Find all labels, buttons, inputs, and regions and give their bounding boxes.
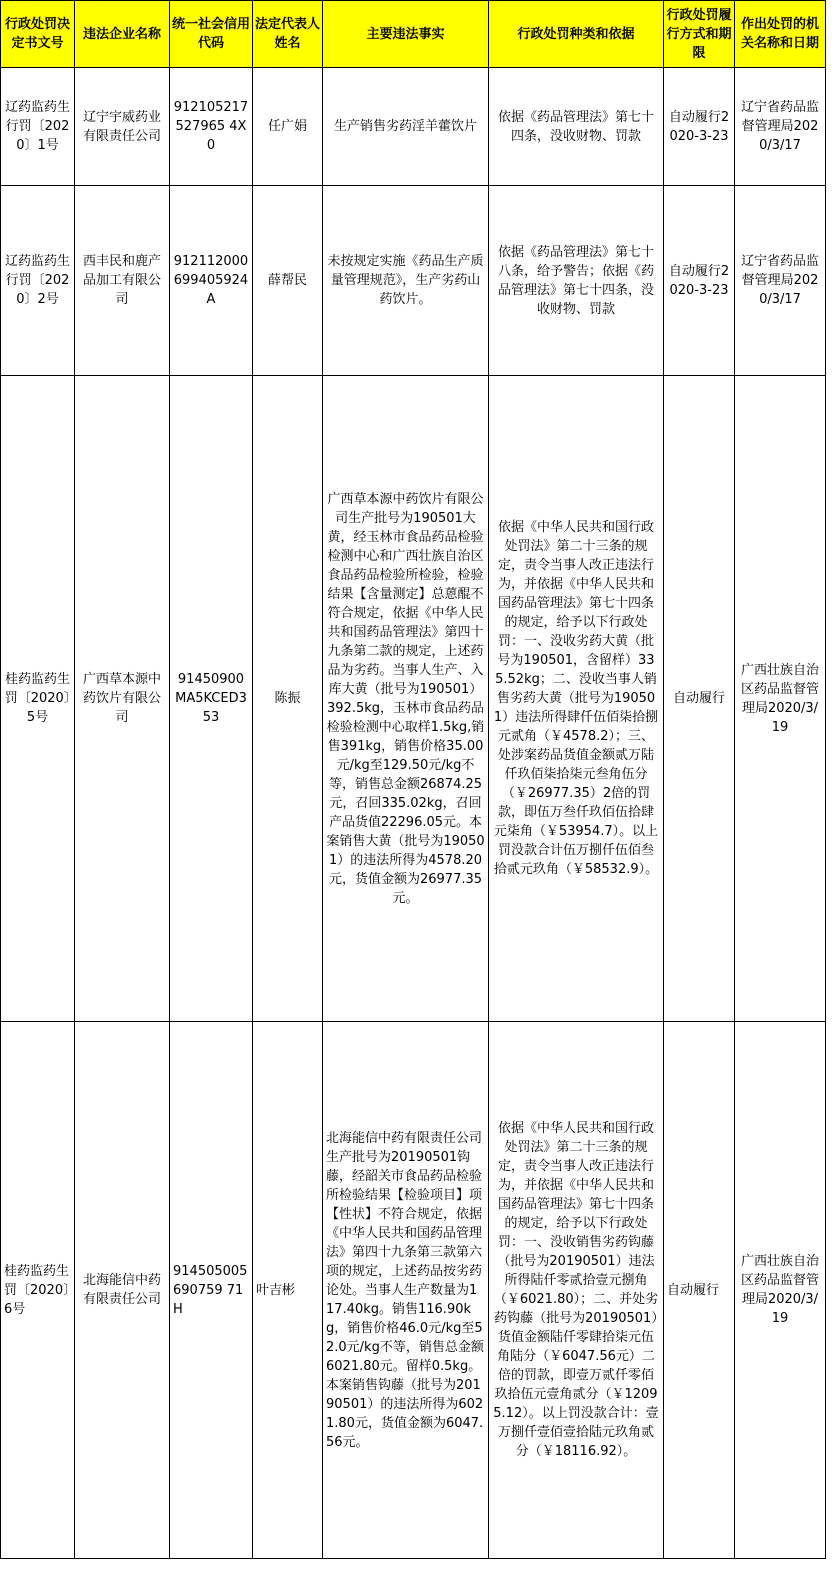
cell-authority: 广西壮族自治区药品监督管理局2020/3/19 — [735, 376, 826, 1022]
table-row — [1, 186, 826, 376]
cell-rep: 陈振 — [253, 376, 323, 1022]
cell-method: 自动履行 — [664, 1022, 735, 1559]
cell-credit-code: 91450900MA5KCED353 — [170, 376, 253, 1022]
cell-method: 自动履行2020-3-23 — [664, 186, 735, 376]
cell-authority: 辽宁省药品监督管理局2020/3/17 — [735, 68, 826, 186]
cell-company: 广西草本源中药饮片有限公司 — [75, 376, 170, 1022]
cell-company: 辽宁宇威药业有限责任公司 — [75, 68, 170, 186]
cell-facts: 广西草本源中药饮片有限公司生产批号为190501大黄，经玉林市食品药品检验检测中心和广西壮族自治区食品药品检验所检验，检验结果【含量测定】总蒽醌不符合规定，依据《中华人民共和国药品管理法》第四十九条第二款的规定，上述药品为劣药。当事人生产、入库大黄（批号为190501）392.5kg，玉林市食品药品检验检测中心取样1.5kg,销售391kg，销售价格35.00元/kg至129.50元/kg不等，销售总金额26874.25元，召回335.02kg，召回产品货值22296.05元。本案销售大黄（批号为190501）的违法所得为4578.20元，货值金额为26977.35元。 — [323, 376, 489, 1022]
cell-authority: 广西壮族自治区药品监督管理局2020/3/19 — [735, 1022, 826, 1559]
header-method: 行政处罚履行方式和期限 — [664, 1, 735, 68]
header-row — [1, 1, 826, 68]
header-rep: 法定代表人姓名 — [253, 1, 323, 68]
header-credit-code: 统一社会信用代码 — [170, 1, 253, 68]
header-penalty: 行政处罚种类和依据 — [489, 1, 664, 68]
table-row — [1, 68, 826, 186]
cell-method: 自动履行2020-3-23 — [664, 68, 735, 186]
cell-penalty: 依据《药品管理法》第七十八条，给予警告；依据《药品管理法》第七十四条，没收财物、罚款 — [489, 186, 664, 376]
header-authority: 作出处罚的机关名称和日期 — [735, 1, 826, 68]
cell-penalty: 依据《中华人民共和国行政处罚法》第二十三条的规定，责令当事人改正违法行为，并依据《中华人民共和国药品管理法》第七十四条的规定，给予以下行政处罚：一、没收销售劣药钩藤（批号为20190501）违法所得陆仟零贰拾壹元捌角（￥6021.80）；二、并处劣药钩藤（批号为20190501）货值金额陆仟零肆拾柒元伍角陆分（￥6047.56元）二倍的罚款，即壹万贰仟零佰玖拾伍元壹角贰分（￥12095.12）。以上罚没款合计：壹万捌仟壹佰壹拾陆元玖角贰分（￥18116.92）。 — [489, 1022, 664, 1559]
header-doc-no: 行政处罚决定书文号 — [1, 1, 75, 68]
cell-doc-no: 辽药监药生行罚〔2020〕1号 — [1, 68, 75, 186]
cell-facts: 北海能信中药有限责任公司生产批号为20190501钩藤，经韶关市食品药品检验所检验结果【检验项目】项【性状】不符合规定，依据《中华人民共和国药品管理法》第四十九条第三款第六项的规定，上述药品按劣药论处。当事人生产数量为117.40kg。销售116.90kg，销售价格46.0元/kg至52.0元/kg不等，销售总金额6021.80元。留样0.5kg。本案销售钩藤（批号为20190501）的违法所得为6021.80元，货值金额为6047.56元。 — [323, 1022, 489, 1559]
header-company: 违法企业名称 — [75, 1, 170, 68]
table-row — [1, 376, 826, 1022]
cell-method: 自动履行 — [664, 376, 735, 1022]
cell-penalty: 依据《药品管理法》第七十四条，没收财物、罚款 — [489, 68, 664, 186]
cell-credit-code: 912105217527965 4X0 — [170, 68, 253, 186]
cell-authority: 辽宁省药品监督管理局2020/3/17 — [735, 186, 826, 376]
cell-doc-no: 桂药监药生罚〔2020〕6号 — [1, 1022, 75, 1559]
cell-doc-no: 桂药监药生罚〔2020〕5号 — [1, 376, 75, 1022]
header-facts: 主要违法事实 — [323, 1, 489, 68]
cell-rep: 任广娟 — [253, 68, 323, 186]
cell-credit-code: 914505005690759 71H — [170, 1022, 253, 1559]
table-row — [1, 1022, 826, 1559]
cell-company: 北海能信中药有限责任公司 — [75, 1022, 170, 1559]
cell-penalty: 依据《中华人民共和国行政处罚法》第二十三条的规定，责令当事人改正违法行为，并依据《中华人民共和国药品管理法》第七十四条的规定，给予以下行政处罚：一、没收劣药大黄（批号为190501，含留样）335.52kg；二、没收当事人销售劣药大黄（批号为190501）违法所得肆仟伍佰柒拾捌元贰角（￥4578.2）；三、处涉案药品货值金额贰万陆仟玖佰柒拾柒元叁角伍分（￥26977.35）2倍的罚款，即伍万叁仟玖佰伍拾肆元柒角（￥53954.7）。以上罚没款合计伍万捌仟伍佰叁拾贰元玖角（￥58532.9）。 — [489, 376, 664, 1022]
cell-facts: 未按规定实施《药品生产质量管理规范》，生产劣药山药饮片。 — [323, 186, 489, 376]
cell-doc-no: 辽药监药生行罚〔2020〕2号 — [1, 186, 75, 376]
cell-facts: 生产销售劣药淫羊藿饮片 — [323, 68, 489, 186]
cell-credit-code: 912112000699405924A — [170, 186, 253, 376]
cell-company: 西丰民和鹿产品加工有限公司 — [75, 186, 170, 376]
cell-rep: 叶吉彬 — [253, 1022, 323, 1559]
cell-rep: 薛帮民 — [253, 186, 323, 376]
